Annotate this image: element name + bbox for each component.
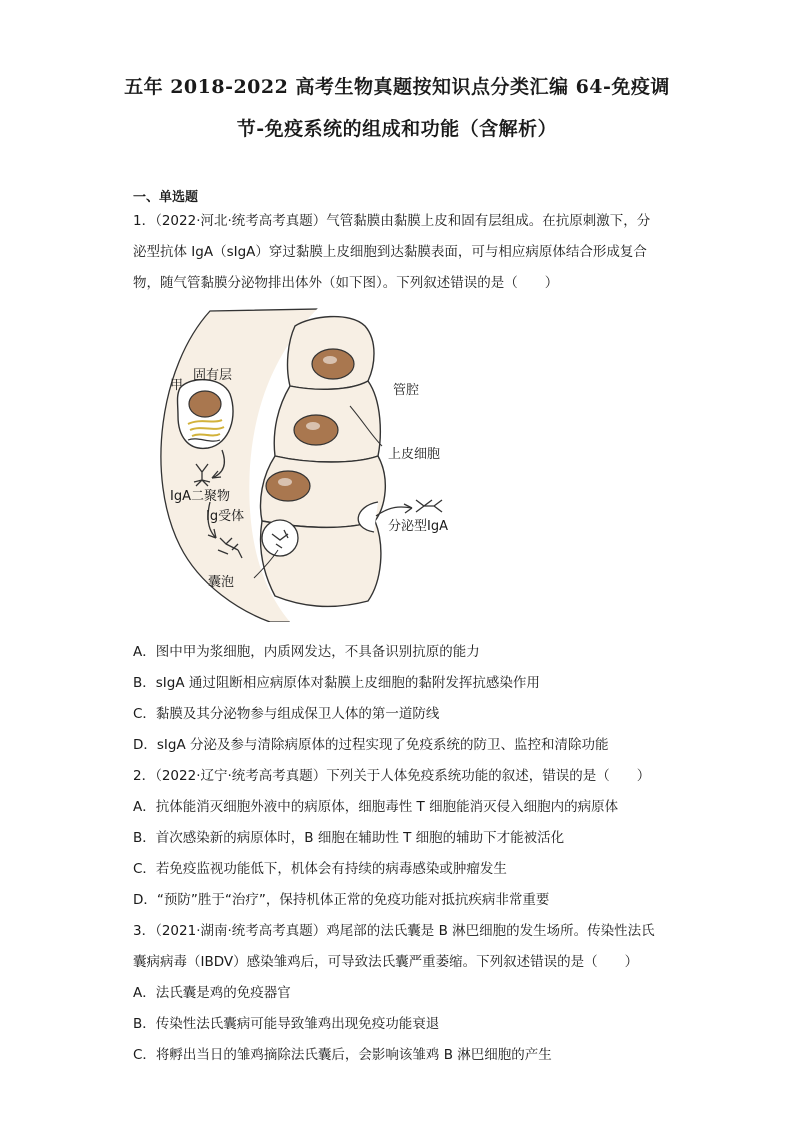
q3-option-b: B．传染性法氏囊病可能导致雏鸡出现免疫功能衰退 — [133, 1016, 440, 1032]
label-secretory-iga: 分泌型IgA — [388, 519, 448, 534]
label-ig-receptor: Ig受体 — [206, 509, 245, 524]
q2-option-b: B．首次感染新的病原体时，B 细胞在辅助性 T 细胞的辅助下才能被活化 — [133, 830, 565, 846]
label-lamina-propria: 固有层 — [193, 368, 233, 383]
document-title-line-2: 节-免疫系统的组成和功能（含解析） — [236, 118, 558, 140]
q2-option-a: A．抗体能消灭细胞外液中的病原体，细胞毒性 T 细胞能消灭侵入细胞内的病原体 — [133, 799, 619, 815]
q1-stem-line-1: 1．（2022·河北·统考高考真题）气管黏膜由黏膜上皮和固有层组成。在抗原刺激下，分 — [133, 213, 651, 229]
q1-figure-sigA-diagram — [150, 306, 480, 622]
q2-stem-line-1: 2．（2022·辽宁·统考高考真题）下列关于人体免疫系统功能的叙述，错误的是（ ） — [133, 768, 651, 784]
q1-stem-line-2: 泌型抗体 IgA（sIgA）穿过黏膜上皮细胞到达黏膜表面，可与相应病原体结合形成复合 — [133, 244, 647, 260]
section-heading: 一、单选题 — [133, 190, 199, 205]
label-epithelial-cell: 上皮细胞 — [388, 447, 441, 462]
label-jia: 甲 — [170, 378, 184, 393]
label-vesicle: 囊泡 — [208, 575, 235, 590]
q2-option-d: D．“预防”胜于“治疗”，保持机体正常的免疫功能对抵抗疾病非常重要 — [133, 892, 550, 908]
plasma-cell-jia — [178, 380, 234, 449]
q2-option-c: C．若免疫监视功能低下，机体会有持续的病毒感染或肿瘤发生 — [133, 861, 507, 877]
label-iga-dimer: IgA二聚物 — [170, 489, 230, 504]
q3-option-c: C．将孵出当日的雏鸡摘除法氏囊后，会影响该雏鸡 B 淋巴细胞的产生 — [133, 1047, 552, 1063]
q3-stem-line-1: 3．（2021·湖南·统考高考真题）鸡尾部的法氏囊是 B 淋巴细胞的发生场所。传染性法氏 — [133, 923, 655, 939]
q1-option-d: D．sIgA 分泌及参与清除病原体的过程实现了免疫系统的防卫、监控和清除功能 — [133, 737, 609, 753]
q1-option-c: C．黏膜及其分泌物参与组成保卫人体的第一道防线 — [133, 706, 440, 722]
vesicle-shape — [262, 520, 298, 556]
document-title-line-1: 五年 2018-2022 高考生物真题按知识点分类汇编 64-免疫调 — [124, 76, 670, 98]
q1-stem-line-3: 物，随气管黏膜分泌物排出体外（如下图）。下列叙述错误的是（ ） — [133, 275, 559, 291]
q1-option-a: A．图中甲为浆细胞，内质网发达，不具备识别抗原的能力 — [133, 644, 480, 660]
q3-stem-line-2: 囊病病毒（IBDV）感染雏鸡后，可导致法氏囊严重萎缩。下列叙述错误的是（ ） — [133, 954, 639, 970]
label-lumen: 管腔 — [393, 383, 420, 398]
q1-option-b: B．sIgA 通过阻断相应病原体对黏膜上皮细胞的黏附发挥抗感染作用 — [133, 675, 540, 691]
q3-option-a: A．法氏囊是鸡的免疫器官 — [133, 985, 291, 1001]
